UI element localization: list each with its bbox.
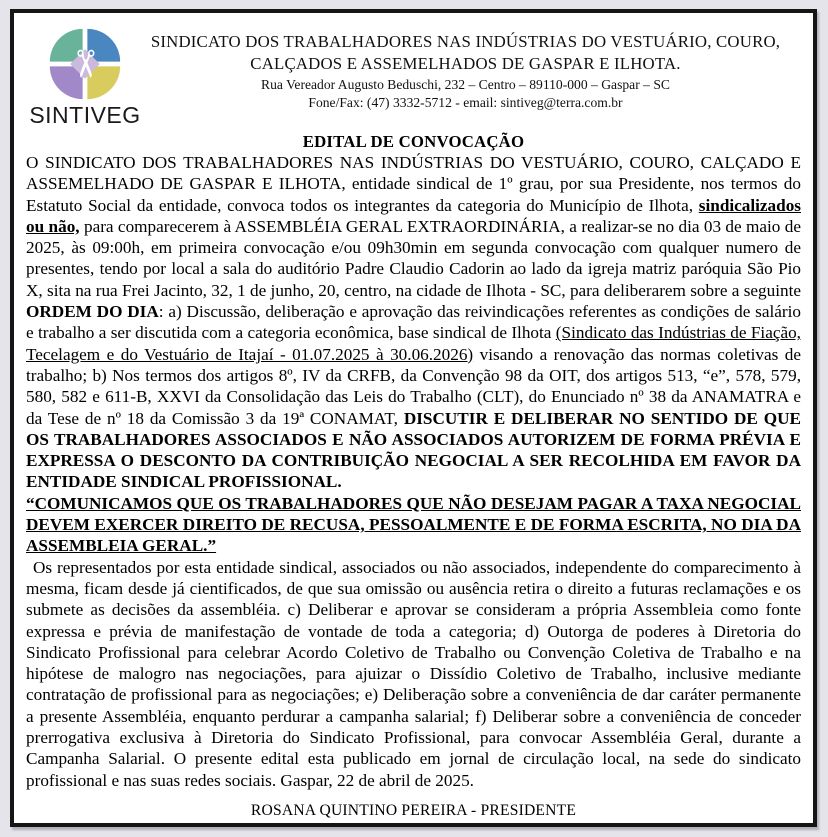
org-phone-email: Fone/Fax: (47) 3332-5712 - email: sintiveg@terra.com.br xyxy=(308,94,623,110)
paragraph-tax-refusal-notice: “COMUNICAMOS QUE OS TRABALHADORES QUE NÃO DESEJAM PAGAR A TAXA NEGOCIAL DEVEM EXERCER DIREITO DE RECUSA, PESSOALMENTE E DE FORMA ESCRITA, NO DIA DA ASSEMBLEIA GERAL.” xyxy=(26,493,801,556)
paragraph-convocation: O SINDICATO DOS TRABALHADORES NAS INDÚSTRIAS DO VESTUÁRIO, COURO, CALÇADO E ASSEMELHADO DE GASPAR E ILHOTA, entidade sindical de 1º grau, por sua Presidente, nos termos do Estatuto Social da entidade, convoca todos os integrantes da categoria do Município de Ilhota, sindicalizados ou não, para comparecerem à ASSEMBLÉIA GERAL EXTRAORDINÁRIA, a realizar-se no dia 03 de maio de 2025, às 09:00h, em primeira convocação e/ou 09h30min em segunda convocação com qualquer numero de presentes, tendo por local a sala do auditório Padre Claudio Cadorin ao lado da igreja matriz paróquia São Pio X, sita na rua Frei Jacinto, 32, 1 de junho, 20, centro, na cidade de Ilhota - SC, para deliberarem sobre a seguinte ORDEM DO DIA: a) Discussão, deliberação e aprovação das reivindicações referentes as condições de salário e trabalho a ser discutida com a categoria econômica, base sindical de Ilhota (Sindicato das Indústrias de Fiação, Tecelagem e do Vestuário de Itajaí - 01.07.2025 à 30.06.2026) visando a renovação das normas coletivas de trabalho; b) Nos termos dos artigos 8º, IV da CRFB, da Convenção 98 da OIT, dos artigos 513, “e”, 578, 579, 580, 582 e 611-B, XXVI da Consolidação das Leis do Trabalho (CLT), do Enunciado nº 38 da ANAMATRA e da Tese de nº 18 da Comissão 3 da 19ª CONAMAT, DISCUTIR E DELIBERAR NO SENTIDO DE QUE OS TRABALHADORES ASSOCIADOS E NÃO ASSOCIADOS AUTORIZEM DE FORMA PRÉVIA E EXPRESSA O DESCONTO DA CONTRIBUIÇÃO NEGOCIAL A SER RECOLHIDA EM FAVOR DA ENTIDADE SINDICAL PROFISSIONAL. xyxy=(26,153,802,492)
union-logo xyxy=(26,23,144,127)
org-name-line1: SINDICATO DOS TRABALHADORES NAS INDÚSTRIAS DO VESTUÁRIO, COURO, xyxy=(150,32,781,51)
logo-wordmark: SINTIVEG xyxy=(29,102,141,128)
svg-text:✂: ✂ xyxy=(63,48,107,80)
scissors-pinwheel-icon xyxy=(47,26,123,102)
letterhead xyxy=(26,23,801,127)
signature-line: ROSANA QUINTINO PEREIRA - PRESIDENTE xyxy=(250,801,577,819)
org-address: Rua Vereador Augusto Beduschi, 232 – Centro – 89110-000 – Gaspar – SC xyxy=(261,77,670,92)
org-name-line2: CALÇADOS E ASSEMELHADOS DE GASPAR E ILHOTA. xyxy=(250,53,681,73)
document-body xyxy=(26,152,801,791)
paragraph-clauses: Os representados por esta entidade sindical, associados ou não associados, independente do comparecimento à mesma, ficam desde já cientificados, de que sua omissão ou ausência retira o direito a futuras reclamações e os submete as decisões da assembléia. c) Deliberar e aprovar se consideram a própria Assembleia como fonte expressa e prévia de manifestação de vontade de toda a categoria; d) Outorga de poderes à Diretoria do Sindicato Profissional para celebrar Acordo Coletivo de Trabalho ou Convenção Coletiva de Trabalho e na hipótese de malogro nas negociações, para ajuizar o Dissídio Coletivo de Trabalho, inclusive mediante contratação de profissional para as negociações; e) Deliberação sobre a conveniência de dar caráter permanente a presente Assembléia, enquanto perdurar a campanha salarial; f) Deliberar sobre a conveniência de conceder prerrogativa exclusiva à Diretoria do Sindicato Profissional, para convocar Assembléia Geral, durante a Campanha Salarial. O presente edital esta publicado em jornal de circulação local, na sede do sindicato profissional e nas suas redes sociais. Gaspar, 22 de abril de 2025. xyxy=(26,557,801,790)
letterhead-text xyxy=(144,23,801,111)
document-title: EDITAL DE CONVOCAÇÃO xyxy=(302,132,525,151)
notice-paper xyxy=(10,9,817,827)
